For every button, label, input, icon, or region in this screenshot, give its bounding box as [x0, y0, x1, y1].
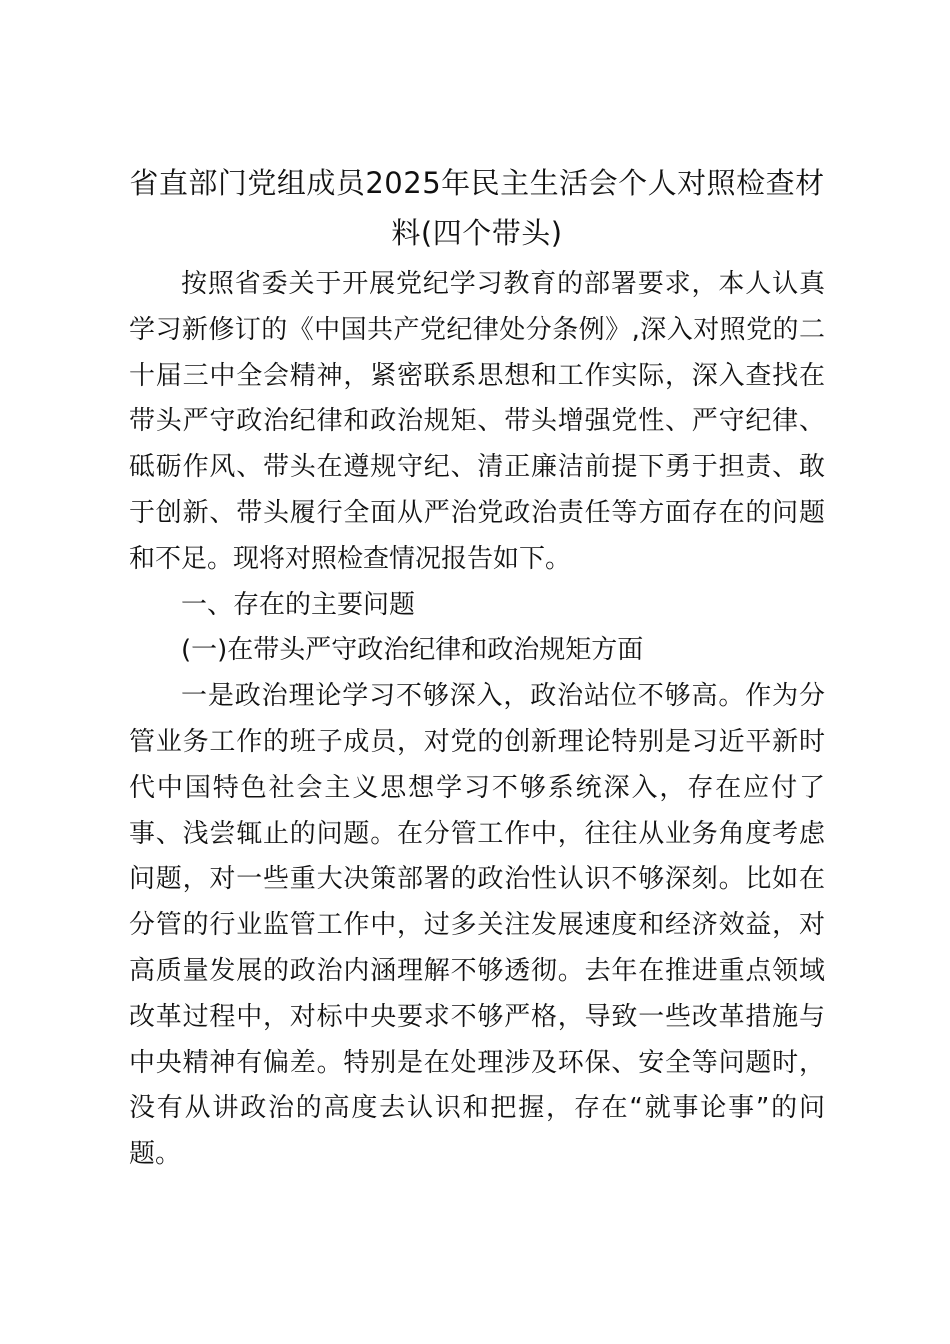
body-paragraph: 一是政治理论学习不够深入，政治站位不够高。作为分管业务工作的班子成员，对党的创新理论特别是习近平新时代中国特色社会主义思想学习不够系统深入，存在应付了事、浅尝辄止的问题。在分管工作中，往往从业务角度考虑问题，对一些重大决策部署的政治性认识不够深刻。比如在分管的行业监管工作中，过多关注发展速度和经济效益，对高质量发展的政治内涵理解不够透彻。去年在推进重点领域改革过程中，对标中央要求不够严格，导致一些改革措施与中央精神有偏差。特别是在处理涉及环保、安全等问题时，没有从讲政治的高度去认识和把握，存在“就事论事”的问题。	[129, 681, 825, 1170]
intro-paragraph: 按照省委关于开展党纪学习教育的部署要求，本人认真学习新修订的《中国共产党纪律处分条例》,深入对照党的二十届三中全会精神，紧密联系思想和工作实际，深入查找在带头严守政治纪律和政治规矩、带头增强党性、严守纪律、砥砺作风、带头在遵规守纪、清正廉洁前提下勇于担责、敢于创新、带头履行全面从严治党政治责任等方面存在的问题和不足。现将对照检查情况报告如下。	[129, 269, 825, 574]
section-heading: 一、存在的主要问题	[181, 589, 416, 620]
subsection-heading: (一)在带头严守政治纪律和政治规矩方面	[181, 635, 644, 666]
document-body	[129, 158, 825, 1178]
document-title: 省直部门党组成员2025年民主生活会个人对照检查材料(四个带头)	[129, 166, 825, 250]
